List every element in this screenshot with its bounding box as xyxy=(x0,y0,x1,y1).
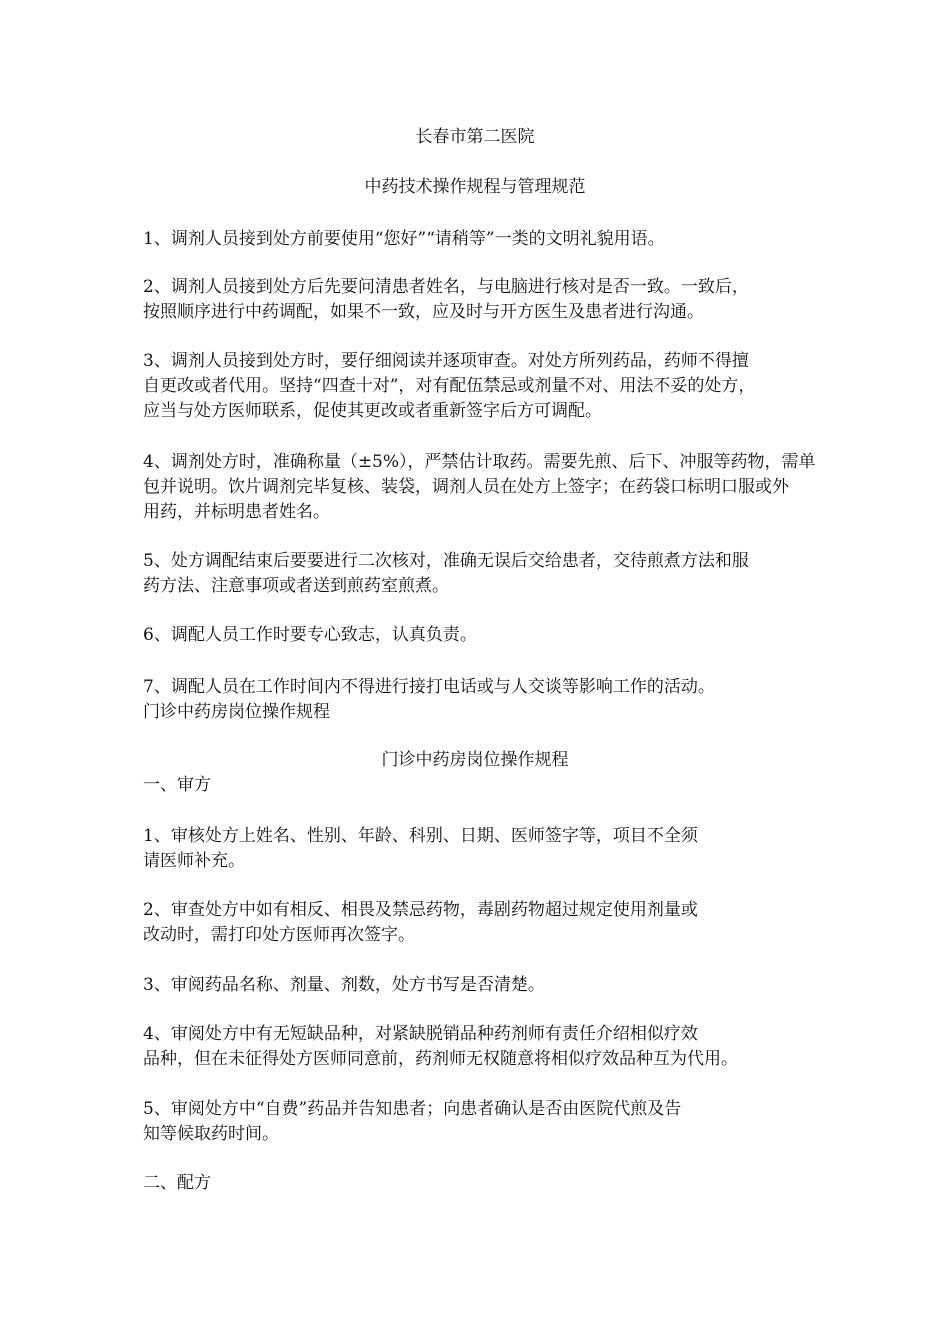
review-2-line-2: 改动时，需打印处方医师再次签字。 xyxy=(143,925,415,945)
rule-5-line-1: 5、处方调配结束后要要进行二次核对，准确无误后交给患者，交待煎煮方法和服 xyxy=(143,551,749,571)
review-4-line-1: 4、审阅处方中有无短缺品种，对紧缺脱销品种药剂师有责任介绍相似疗效 xyxy=(143,1024,698,1044)
rule-2-line-1: 2、调剂人员接到处方后先要问清患者姓名，与电脑进行核对是否一致。一致后， xyxy=(143,277,749,297)
subheading-review: 一、审方 xyxy=(143,775,211,795)
review-5-line-1: 5、审阅处方中“自费”药品并告知患者；向患者确认是否由医院代煎及告 xyxy=(143,1099,682,1119)
review-2-line-1: 2、审查处方中如有相反、相畏及禁忌药物，毒剧药物超过规定使用剂量或 xyxy=(143,900,698,920)
review-3-line-1: 3、审阅药品名称、剂量、剂数，处方书写是否清楚。 xyxy=(143,975,545,995)
rule-5-line-2: 药方法、注意事项或者送到煎药室煎煮。 xyxy=(143,576,449,596)
review-1-line-1: 1、审核处方上姓名、性别、年龄、科别、日期、医师签字等，项目不全须 xyxy=(143,826,698,846)
subheading-dispensing: 二、配方 xyxy=(143,1173,211,1193)
rule-3-line-2: 自更改或者代用。坚持“四查十对”，对有配伍禁忌或剂量不对、用法不妥的处方， xyxy=(143,376,756,396)
hospital-name: 长春市第二医院 xyxy=(415,127,535,147)
review-4-line-2: 品种，但在未征得处方医师同意前，药剂师无权随意将相似疗效品种互为代用。 xyxy=(143,1049,738,1069)
rule-3-line-3: 应当与处方医师联系，促使其更改或者重新签字后方可调配。 xyxy=(143,401,602,421)
review-5-line-2: 知等候取药时间。 xyxy=(143,1124,279,1144)
rule-2-line-2: 按照顺序进行中药调配，如果不一致，应及时与开方医生及患者进行沟通。 xyxy=(143,302,704,322)
rule-4-line-1: 4、调剂处方时，准确称量（±5%），严禁估计取药。需要先煎、后下、冲服等药物，需单 xyxy=(143,452,816,472)
rule-4-line-3: 用药，并标明患者姓名。 xyxy=(143,502,330,522)
rule-7-line-1: 7、调配人员在工作时间内不得进行接打电话或与人交谈等影响工作的活动。 xyxy=(143,677,715,697)
rule-3-line-1: 3、调剂人员接到处方时，要仔细阅读并逐项审查。对处方所列药品，药师不得擅 xyxy=(143,351,749,371)
document-title: 中药技术操作规程与管理规范 xyxy=(364,177,586,197)
rule-1-line-1: 1、调剂人员接到处方前要使用“您好”“请稍等”一类的文明礼貌用语。 xyxy=(143,229,665,249)
review-1-line-2: 请医师补充。 xyxy=(143,851,245,871)
rule-7-line-2: 门诊中药房岗位操作规程 xyxy=(143,702,330,722)
section-title: 门诊中药房岗位操作规程 xyxy=(381,750,569,770)
rule-6-line-1: 6、调配人员工作时要专心致志，认真负责。 xyxy=(143,625,477,645)
rule-4-line-2: 包并说明。饮片调剂完毕复核、装袋，调剂人员在处方上签字；在药袋口标明口服或外 xyxy=(143,477,789,497)
